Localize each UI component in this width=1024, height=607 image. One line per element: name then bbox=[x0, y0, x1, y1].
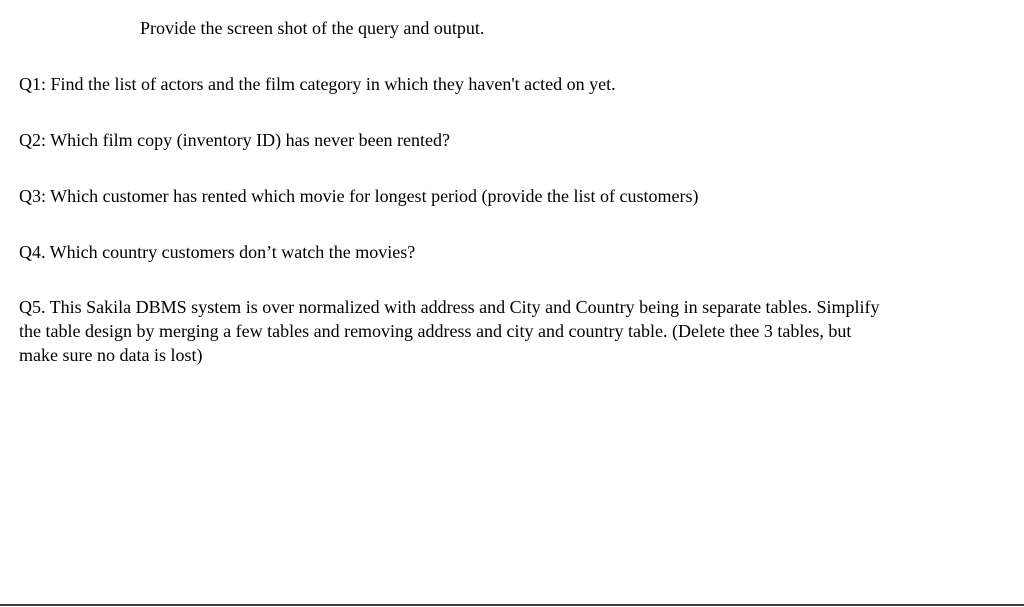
question-2: Q2: Which film copy (inventory ID) has never been rented? bbox=[19, 130, 451, 150]
question-5-line: make sure no data is lost) bbox=[19, 345, 203, 365]
question-1: Q1: Find the list of actors and the film category in which they haven't acted on yet. bbox=[19, 74, 616, 94]
question-5 bbox=[19, 295, 880, 367]
document-instruction: Provide the screen shot of the query and output. bbox=[140, 18, 485, 38]
question-3: Q3: Which customer has rented which movie for longest period (provide the list of customers) bbox=[19, 186, 699, 206]
question-4: Q4. Which country customers don’t watch the movies? bbox=[19, 242, 416, 262]
bottom-divider bbox=[0, 604, 1024, 606]
question-5-line: the table design by merging a few tables and removing address and city and country table. (Delete thee 3 tables, but bbox=[19, 321, 852, 341]
question-5-line: Q5. This Sakila DBMS system is over normalized with address and City and Country being in separate tables. Simplify bbox=[19, 297, 880, 317]
